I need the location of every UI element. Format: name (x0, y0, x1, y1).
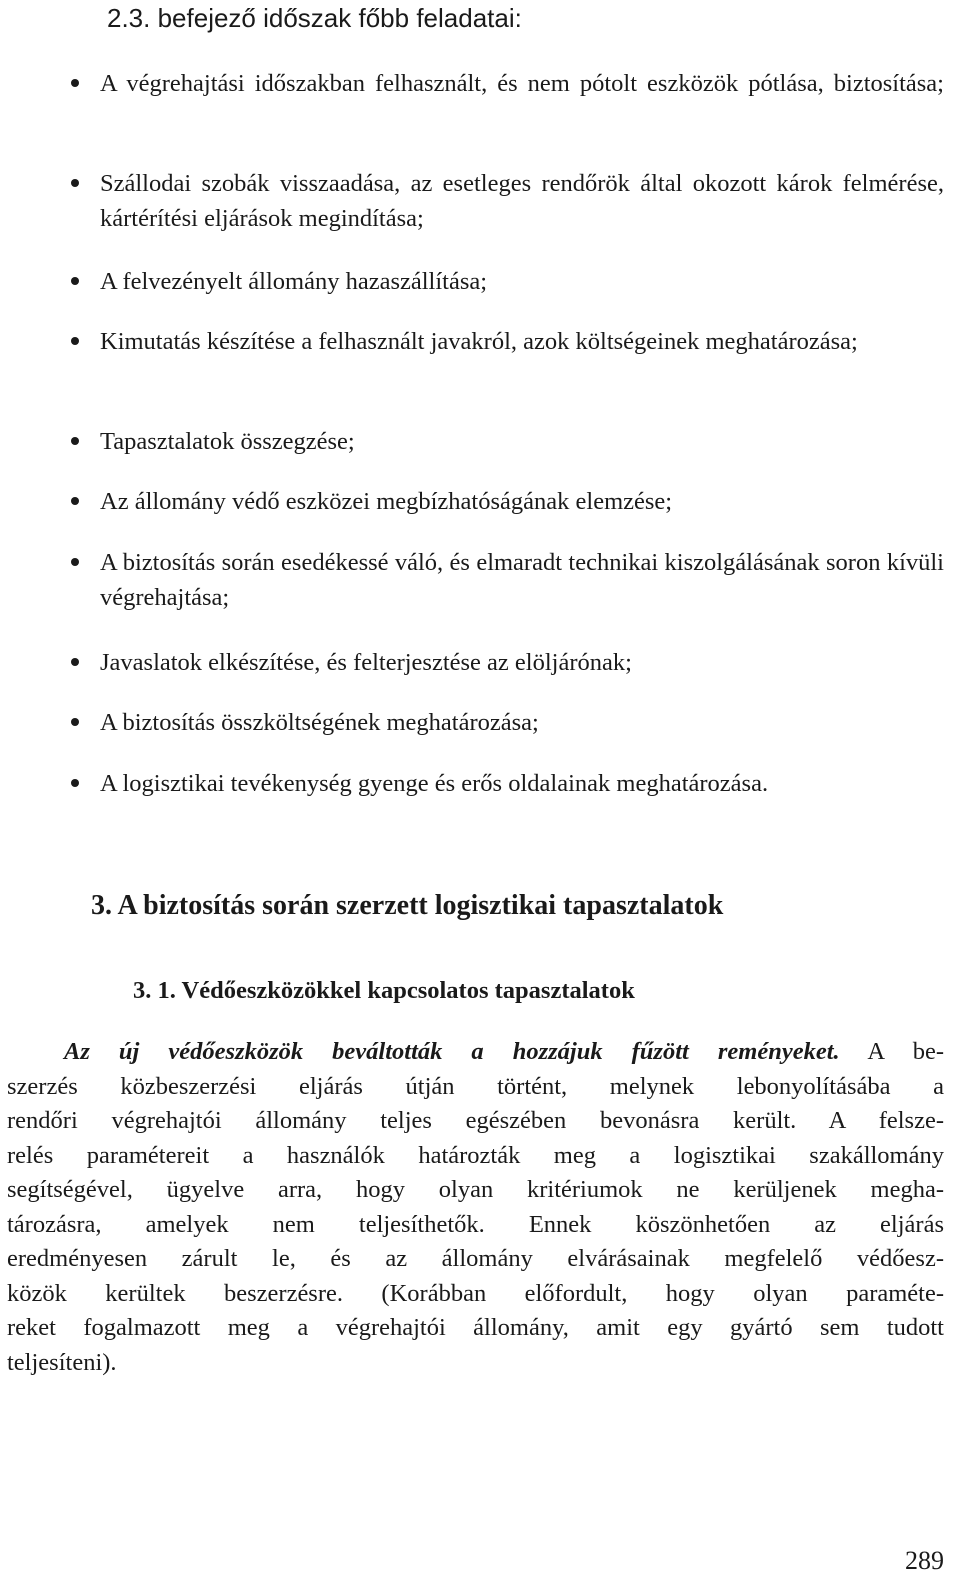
list-item (100, 645, 944, 680)
paragraph-line (7, 1035, 944, 1070)
list-item-text: Szállodai szobák visszaadása, az esetleges rendőrök által okozott károk felmérése, kártérítési eljárások megindítása; (100, 170, 944, 232)
list-item (100, 766, 944, 801)
paragraph-line: rendőri végrehajtói állomány teljes egészében bevonásra került. A felsze- (7, 1107, 944, 1134)
bullet-icon (71, 79, 79, 87)
paragraph-line: segítségével, ügyelve arra, hogy olyan kritériumok ne kerüljenek megha- (7, 1176, 944, 1203)
chapter-heading: 3. A biztosítás során szerzett logisztikai tapasztalatok (91, 890, 724, 921)
bullet-icon (71, 179, 79, 187)
list-item (100, 264, 944, 299)
list-item (100, 166, 944, 236)
bullet-icon (71, 779, 79, 787)
list-item (100, 484, 944, 519)
paragraph-line: szerzés közbeszerzési eljárás útján történt, melynek lebonyolításába a (7, 1072, 944, 1100)
paragraph-line: eredményesen zárult le, és az állomány elvárásainak megfelelő védőesz- (7, 1245, 944, 1272)
list-item-text: Tapasztalatok összegzése; (100, 428, 355, 455)
page-number: 289 (905, 1546, 944, 1575)
paragraph-line: reket fogalmazott meg a végrehajtói állomány, amit egy gyártó sem tudott (7, 1314, 944, 1341)
list-item-text: Javaslatok elkészítése, és felterjesztése az elöljárónak; (100, 649, 632, 676)
list-item-text: Az állomány védő eszközei megbízhatóságának elemzése; (100, 488, 673, 515)
list-item-text: A biztosítás során esedékessé váló, és elmaradt technikai kiszolgálásának soron kívüli végrehajtása; (100, 549, 944, 611)
list-item-text: A felvezényelt állomány hazaszállítása; (100, 268, 488, 295)
paragraph-line: tározásra, amelyek nem teljesíthetők. Ennek köszönhetően az eljárás (7, 1210, 944, 1238)
body-paragraph (7, 1035, 944, 1380)
list-item (100, 324, 944, 359)
bullet-icon (71, 277, 79, 285)
list-item (100, 424, 944, 459)
subchapter-heading: 3. 1. Védőeszközökkel kapcsolatos tapasztalatok (133, 977, 635, 1004)
list-item (100, 705, 944, 740)
bullet-icon (71, 658, 79, 666)
paragraph-line: relés paramétereit a használók határozták meg a logisztikai szakállomány (7, 1141, 944, 1169)
bullet-icon (71, 437, 79, 445)
paragraph-line: teljesíteni). (7, 1348, 117, 1376)
bullet-icon (71, 718, 79, 726)
bullet-icon (71, 337, 79, 345)
list-item-text: Kimutatás készítése a felhasznált javakról, azok költségeinek meghatározása; (100, 328, 858, 355)
bullet-icon (71, 558, 79, 566)
paragraph-lead: Az új védőeszközök beváltották a hozzájuk fűzött reményeket. (64, 1038, 840, 1065)
list-item-text: A biztosítás összköltségének meghatározása; (100, 709, 539, 736)
list-item-text: A végrehajtási időszakban felhasznált, és nem pótolt eszközök pótlása, biztosítása; (100, 70, 944, 97)
section-heading: 2.3. befejező időszak főbb feladatai: (107, 3, 522, 33)
list-item (100, 545, 944, 615)
list-item (100, 66, 944, 101)
paragraph-line-text: A be- (839, 1038, 944, 1065)
list-item-text: A logisztikai tevékenység gyenge és erős oldalainak meghatározása. (100, 770, 769, 797)
bullet-icon (71, 497, 79, 505)
paragraph-line: közök kerültek beszerzésre. (Korábban előfordult, hogy olyan paraméte- (7, 1279, 944, 1307)
